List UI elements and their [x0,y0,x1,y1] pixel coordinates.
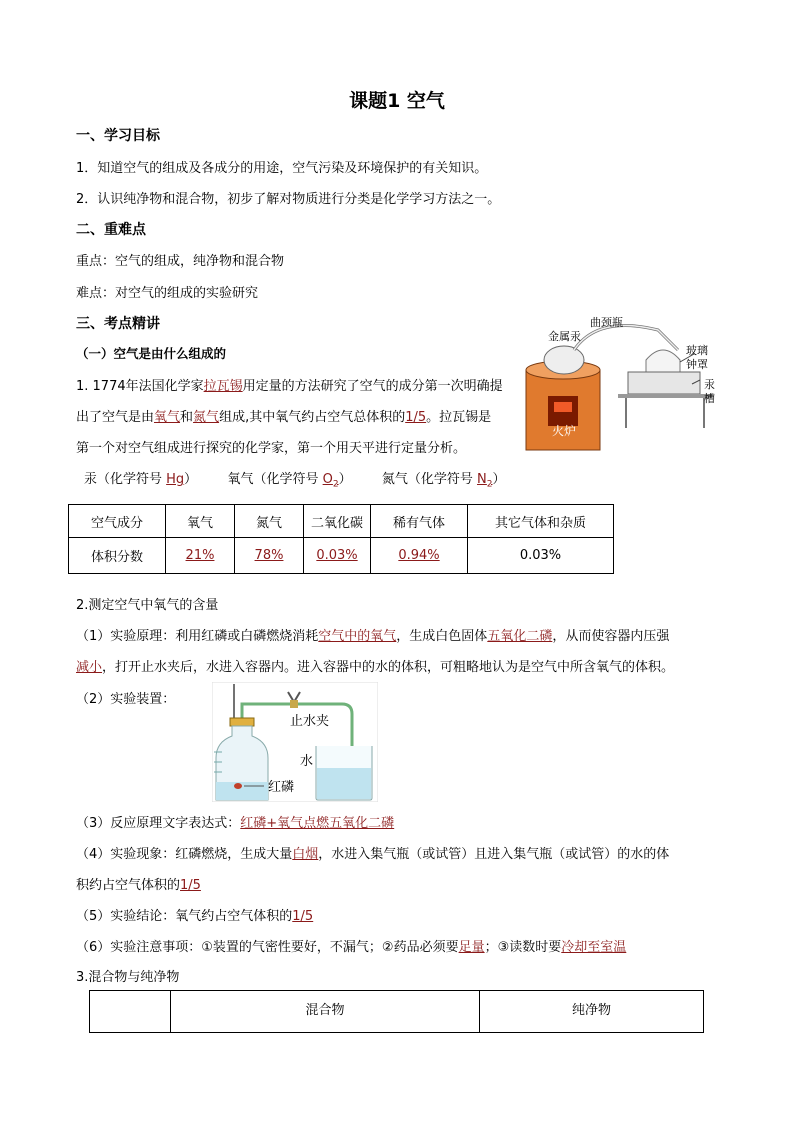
text: 和 [180,410,194,425]
table-row [69,538,614,574]
section-heading-key-points: 二、重难点 [76,222,146,238]
text: 1. 1774年法国化学家 [76,379,204,394]
text: （3）反应原理文字表达式： [76,816,241,831]
oxygen-apparatus-drawing [212,682,378,802]
answer-white-smoke: 白烟 [292,847,319,862]
text: ，打开止水夹后，水进入容器内。进入容器中的水的体积，可粗略地认为是空气中所含氧气的体积。 [102,660,675,675]
text: ） [184,472,198,487]
apparatus-label: （2）实验装置： [76,692,176,707]
table-header: 氧气 [166,505,235,538]
text: （6）实验注意事项：①装置的气密性要好，不漏气；②药品必须要 [76,940,459,955]
principle-line-2 [76,656,674,675]
answer-value: 0.94% [398,548,440,563]
text: ，从而使容器内压强 [552,629,670,644]
text: ，水进入集气瓶（或试管）且进入集气瓶（或试管）的水的体 [318,847,670,862]
table-header: 氮气 [235,505,304,538]
goal-item-1: 1．知道空气的组成及各成分的用途，空气污染及环境保护的有关知识。 [76,161,488,176]
table-header: 纯净物 [480,991,704,1033]
phenomenon-line-2 [76,874,201,893]
answer-nitrogen: 氮气 [193,410,220,425]
table-cell: 0.03% [468,538,614,574]
text: N [477,472,487,487]
answer-oxygen: 氧气 [154,410,181,425]
text: ） [492,472,506,487]
table-cell [304,538,371,574]
table-header: 二氧化碳 [304,505,371,538]
table-cell [166,538,235,574]
conclusion-line [76,905,313,924]
text: 出了空气是由 [76,410,155,425]
label-water-clamp: 止水夹 [290,714,330,729]
answer-oxygen-in-air: 空气中的氧气 [318,629,397,644]
label-trough-1: 汞 [704,378,715,391]
answer-value: 78% [254,548,284,563]
answer-value: 21% [185,548,215,563]
label-furnace: 火炉 [552,424,577,438]
table-cell [90,991,171,1033]
answer-o2 [322,472,339,490]
table-cell: 体积分数 [69,538,166,574]
answer-fraction: 1/5 [405,410,427,425]
table-header: 其它气体和杂质 [468,505,614,538]
key-point-text: 重点：空气的组成，纯净物和混合物 [76,254,285,269]
text: 氧气（化学符号 [227,472,323,487]
text: ） [338,472,352,487]
text: 氮气（化学符号 [381,472,478,487]
text: 汞（化学符号 [84,472,167,487]
subscript: 2 [486,479,493,490]
answer-sufficient: 足量 [458,940,485,955]
label-red-phosphorus: 红磷 [268,780,295,795]
reaction-equation-line [76,812,394,831]
oxygen-heading: 2.测定空气中氧气的含量 [76,598,219,613]
phenomenon-line-1 [76,843,669,862]
answer-reaction: 红磷+氧气点燃五氧化二磷 [240,816,395,831]
section-heading-goals: 一、学习目标 [76,128,160,144]
table-row [69,505,614,538]
lavoisier-apparatus-figure [518,310,730,460]
label-bell-jar-1: 玻璃 [686,344,708,357]
difficulty-text: 难点：对空气的组成的实验研究 [76,286,259,301]
mixture-table [89,990,704,1033]
answer-value: 0.03% [316,548,358,563]
answer-fraction: 1/5 [292,909,314,924]
table-header: 混合物 [171,991,480,1033]
text: 。拉瓦锡是 [426,410,492,425]
label-trough-2: 槽 [704,392,715,405]
answer-p2o5: 五氧化二磷 [487,629,553,644]
section-heading-topics: 三、考点精讲 [76,316,160,332]
table-row [90,991,704,1033]
answer-decrease: 减小 [76,660,103,675]
lavoisier-line-2 [76,406,491,425]
table-header: 空气成分 [69,505,166,538]
answer-lavoisier: 拉瓦锡 [203,379,243,394]
lavoisier-line-3: 第一个对空气组成进行探究的化学家，第一个用天平进行定量分析。 [76,441,467,456]
oxygen-apparatus-figure [212,682,378,802]
text: 积约占空气体积的 [76,878,181,893]
text: ，生成白色固体 [396,629,488,644]
text: （4）实验现象：红磷燃烧，生成大量 [76,847,293,862]
mixture-heading: 3.混合物与纯净物 [76,970,180,985]
table-header: 稀有气体 [371,505,468,538]
label-mercury: 金属汞 [548,330,581,343]
principle-line-1 [76,625,669,644]
text: O [322,472,333,487]
answer-hg: Hg [166,472,185,487]
text: 组成,其中氧气约占空气总体积的 [219,410,406,425]
page-title: 课题1 空气 [349,90,445,112]
label-bell-jar-2: 钟罩 [686,358,708,371]
table-cell [235,538,304,574]
answer-n2 [477,472,493,490]
answer-cool-down: 冷却至室温 [561,940,627,955]
text: （5）实验结论：氧气约占空气体积的 [76,909,293,924]
text: （1）实验原理：利用红磷或白磷燃烧消耗 [76,629,319,644]
chemical-symbols-line [84,468,506,490]
label-water: 水 [300,754,314,769]
subsection-heading-air: （一）空气是由什么组成的 [76,346,227,361]
lavoisier-line-1 [76,375,503,394]
table-cell [371,538,468,574]
notes-line [76,936,626,955]
label-retort: 曲颈瓶 [590,316,623,329]
subscript: 2 [332,479,339,490]
goal-item-2: 2．认识纯净物和混合物，初步了解对物质进行分类是化学学习方法之一。 [76,192,501,207]
text: 用定量的方法研究了空气的成分第一次明确提 [242,379,503,394]
answer-fraction: 1/5 [180,878,201,893]
text: ；③读数时要 [484,940,562,955]
air-composition-table [68,504,614,574]
